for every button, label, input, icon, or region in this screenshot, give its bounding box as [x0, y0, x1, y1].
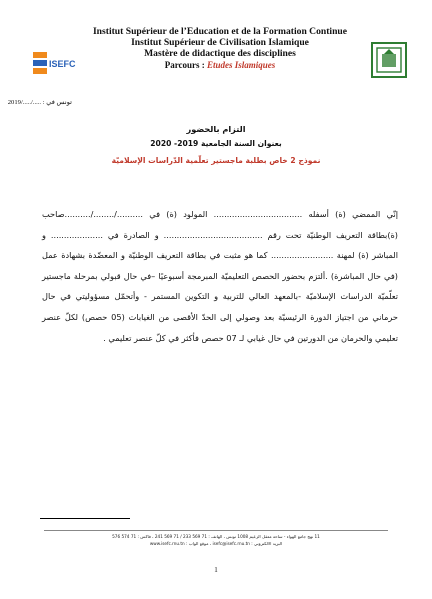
header-line-2: Institut Supérieur de Civilisation Islamique [131, 37, 309, 49]
page-footer [44, 530, 388, 547]
parcours-value: Etudes Islamiques [207, 59, 276, 70]
footnote-rule [40, 518, 130, 519]
commitment-text: إنّي الممضي (ة) أسفله .................................. المولود (ة) في ........../......../..........صاحب (ة)بطاقة التعريف الوطنيّة تحت رقم ...................................... و الصادرة في .................... و المباشر (ة) لمهنة ........................ كما هو مثبت في بطاقة التعريف الوطنيّة و المعضّدة بشهادة عمل (في حال المباشرة) .ألتزم بحضور الحصص التعليميّة المبرمجة أسبوعيًا –في حال قبولي بمرحلة ماجستير تعلّميّة الدراسات الإسلاميّة -بالمعهد العالي للتربية و التكوين المستمر - وأتحمّل مسؤوليتي في حال حرماني من اجتياز الدورة الرئيسيّة بعد وصولي إلى الحدّ الأقصى من الغيابات (05 حصص) لكلّ عنصر تعليمي والحرمان من الدورتين في حال غيابي لـ 07 حصص فأكثر في كلّ عنصر تعليمي . [42, 209, 398, 343]
header-line-3: Mastère de didactique des disciplines [144, 48, 296, 60]
institution-header [70, 26, 370, 71]
form-subtitle: نموذج 2 خاص بطلبة ماجستير تعلّمية الدّراسات الإسلاميّة [111, 156, 321, 165]
logo-text: ISEFC [49, 59, 76, 69]
page-number: 1 [214, 566, 218, 574]
date-line: تونس في : ...../...../2019 [7, 99, 72, 106]
document-title: التزام بالحضور [186, 124, 246, 134]
commitment-paragraph [42, 204, 398, 348]
parcours-label: Parcours : [164, 59, 208, 70]
footer-contact: البريد الالكتروني : isefc@isefc.rnu.tn ، موقع الواب : www.isefc.rnu.tn [149, 541, 283, 546]
academic-year: بعنوان السنة الجامعية 2019- 2020 [150, 139, 282, 148]
institute-emblem [370, 40, 408, 80]
footer-divider [44, 530, 388, 531]
parcours-line [70, 60, 370, 71]
footer-address: 11 نهج جامع الهواء - ساحة معقل الزعيم 1008 تونس ، الهاتف : 71 569 233 / 71 569 241 ، فاكس : 71 574 576 [112, 534, 320, 539]
header-line-1: Institut Supérieur de l’Education et de la Formation Continue [92, 26, 348, 37]
